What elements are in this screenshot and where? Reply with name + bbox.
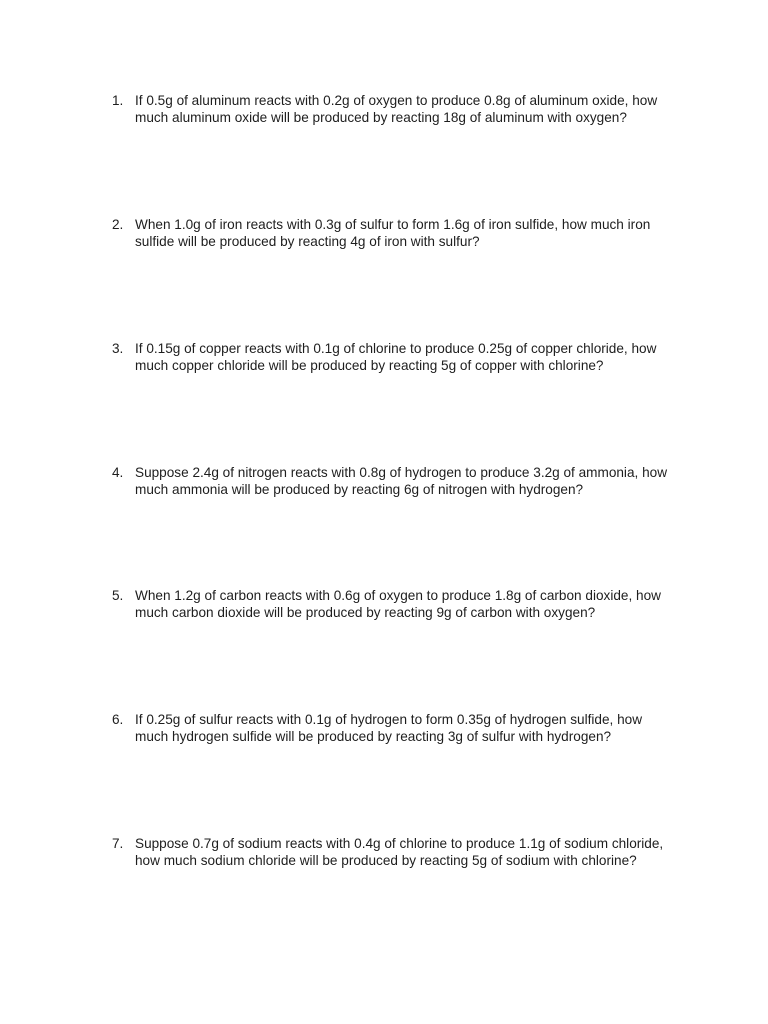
- question-text: [135, 835, 692, 869]
- question-text: [135, 711, 692, 745]
- question-item: [112, 835, 692, 869]
- question-line: When 1.2g of carbon reacts with 0.6g of oxygen to produce 1.8g of carbon dioxide, how: [135, 588, 661, 603]
- question-text: [135, 464, 692, 498]
- question-line: Suppose 0.7g of sodium reacts with 0.4g of chlorine to produce 1.1g of sodium chloride,: [135, 836, 664, 851]
- question-line: If 0.25g of sulfur reacts with 0.1g of hydrogen to form 0.35g of hydrogen sulfide, how: [135, 712, 643, 727]
- question-text: [135, 340, 692, 374]
- question-line: much hydrogen sulfide will be produced by reacting 3g of sulfur with hydrogen?: [135, 729, 612, 744]
- question-line: much carbon dioxide will be produced by reacting 9g of carbon with oxygen?: [135, 605, 596, 620]
- question-item: [112, 340, 692, 374]
- question-number: 6.: [112, 712, 124, 727]
- question-line: much ammonia will be produced by reacting 6g of nitrogen with hydrogen?: [135, 482, 584, 497]
- question-item: [112, 711, 692, 745]
- question-number: 2.: [112, 217, 124, 232]
- question-text: [135, 587, 692, 621]
- question-item: [112, 92, 692, 126]
- question-line: much aluminum oxide will be produced by reacting 18g of aluminum with oxygen?: [135, 110, 627, 125]
- question-number: 7.: [112, 836, 124, 851]
- question-text: [135, 216, 692, 250]
- question-item: [112, 587, 692, 621]
- question-number: 4.: [112, 465, 124, 480]
- question-number: 3.: [112, 341, 124, 356]
- question-line: When 1.0g of iron reacts with 0.3g of sulfur to form 1.6g of iron sulfide, how much iron: [135, 217, 651, 232]
- question-line: Suppose 2.4g of nitrogen reacts with 0.8g of hydrogen to produce 3.2g of ammonia, how: [135, 465, 668, 480]
- question-item: [112, 464, 692, 498]
- question-line: If 0.15g of copper reacts with 0.1g of chlorine to produce 0.25g of copper chloride, how: [135, 341, 657, 356]
- question-line: sulfide will be produced by reacting 4g of iron with sulfur?: [135, 234, 480, 249]
- question-line: If 0.5g of aluminum reacts with 0.2g of oxygen to produce 0.8g of aluminum oxide, how: [135, 93, 658, 108]
- question-number: 1.: [112, 93, 124, 108]
- question-line: how much sodium chloride will be produced by reacting 5g of sodium with chlorine?: [135, 853, 637, 868]
- question-item: [112, 216, 692, 250]
- question-text: [135, 92, 692, 126]
- question-number: 5.: [112, 588, 124, 603]
- question-line: much copper chloride will be produced by reacting 5g of copper with chlorine?: [135, 358, 604, 373]
